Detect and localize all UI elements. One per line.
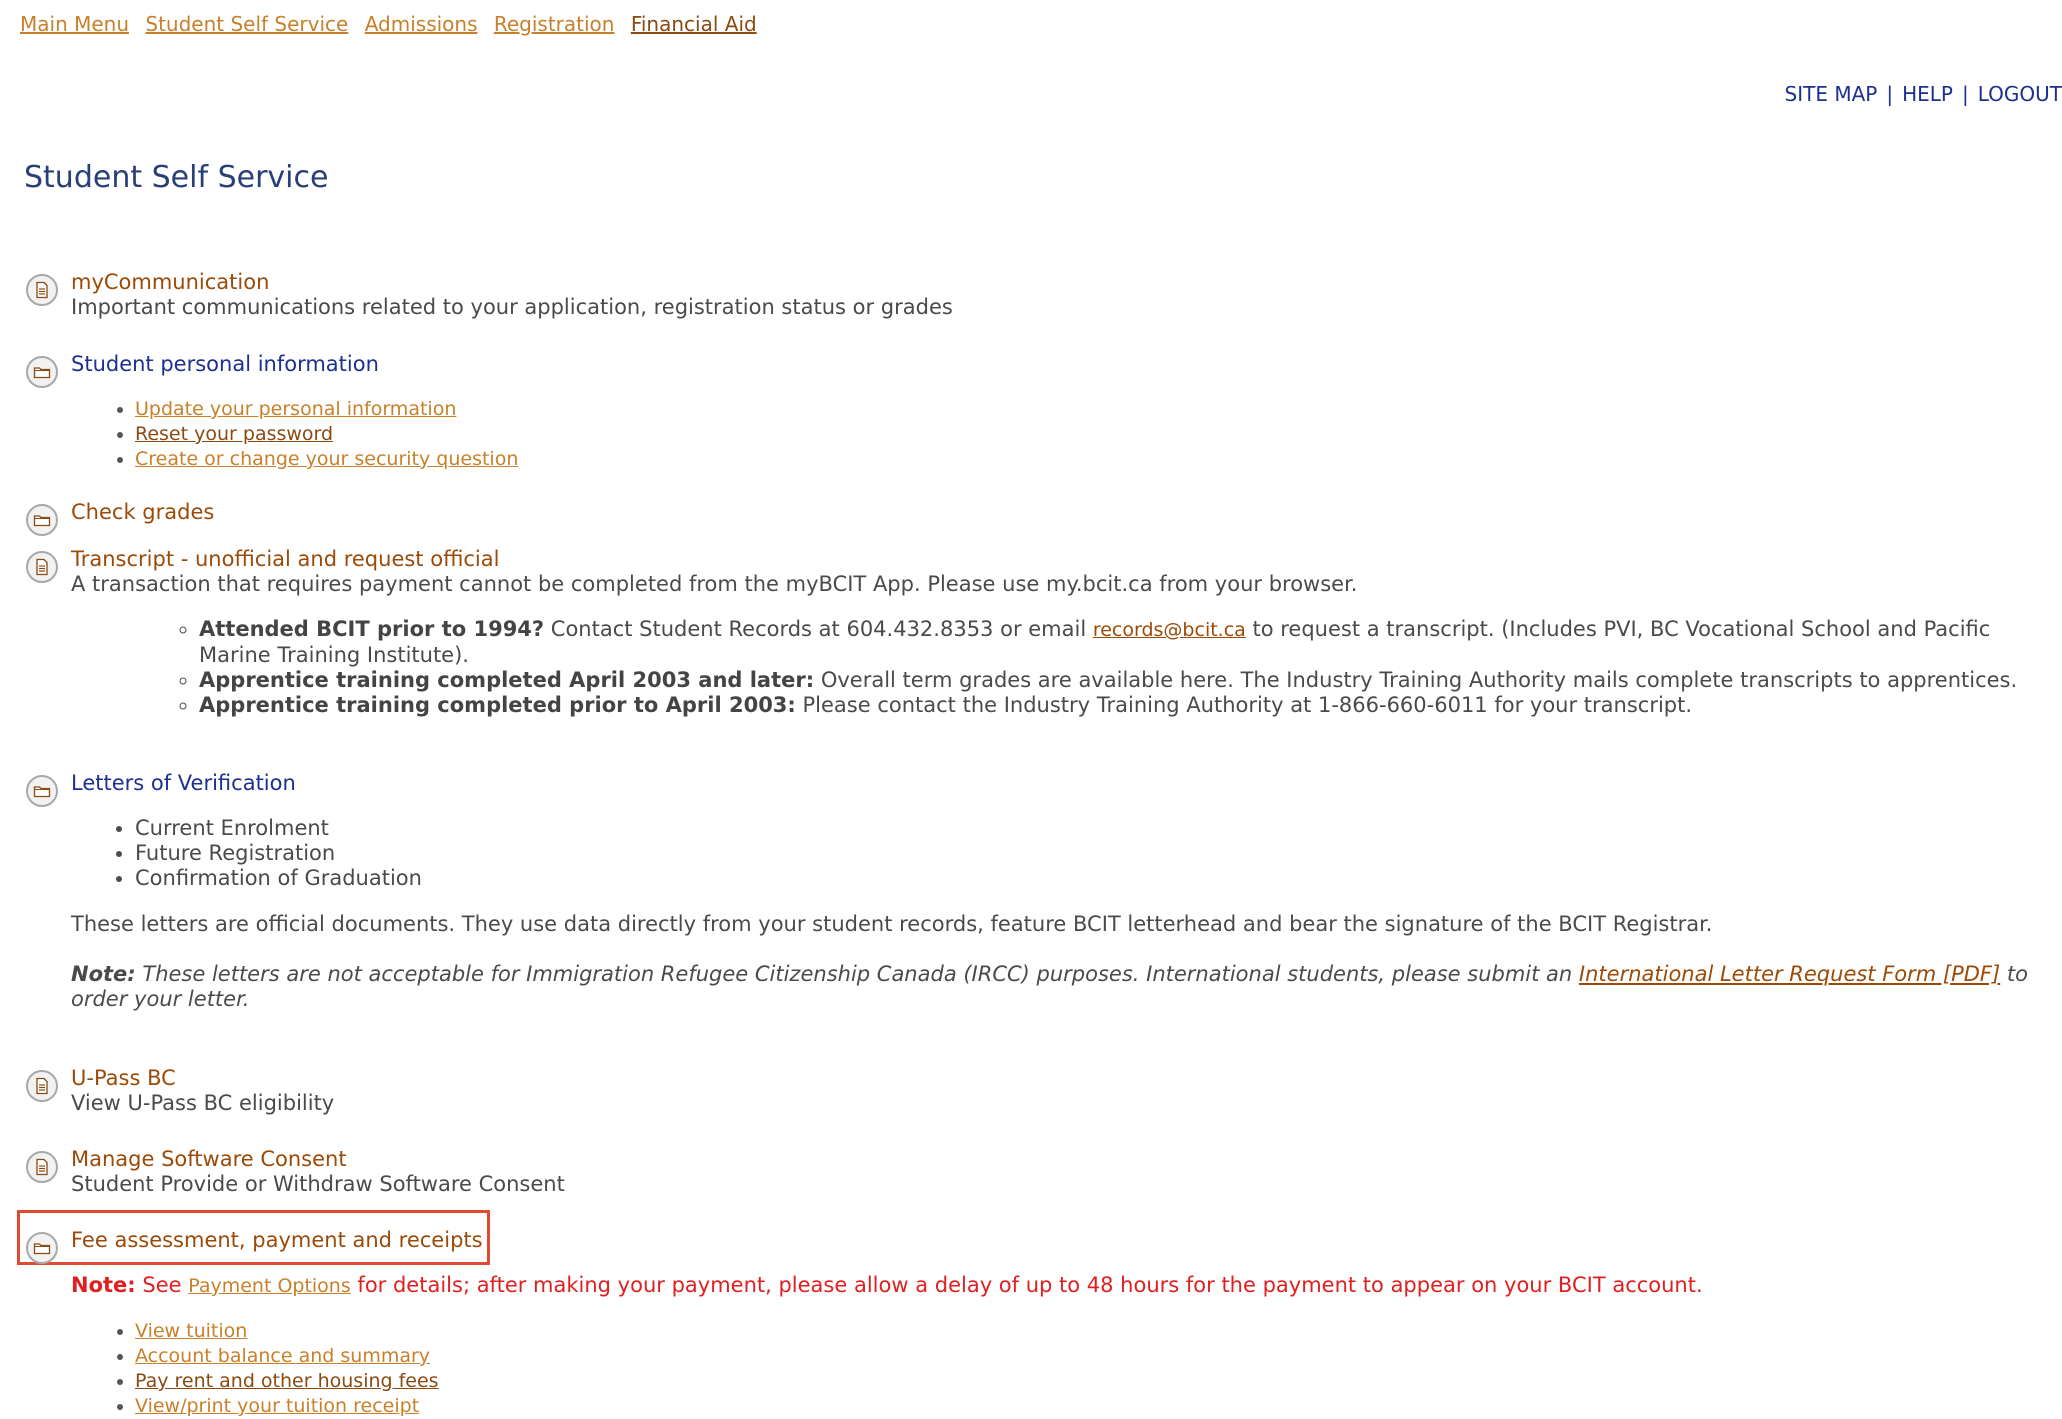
security-question-link[interactable]: Create or change your security question <box>135 448 519 470</box>
note-heading: Attended BCIT prior to 1994? <box>199 617 545 641</box>
document-icon <box>26 274 58 306</box>
note-label: Note: <box>71 962 136 986</box>
note-text: for details; after making your payment, please allow a delay of up to 48 hours for the payment to appear on your BCIT account. <box>350 1273 1703 1297</box>
folder-icon <box>26 504 58 536</box>
tuition-receipt-link[interactable]: View/print your tuition receipt <box>135 1395 420 1417</box>
list-item <box>135 447 2054 472</box>
site-map-link[interactable]: SITE MAP <box>1784 82 1878 106</box>
records-email-link[interactable]: records@bcit.ca <box>1092 619 1246 641</box>
software-consent-link[interactable]: Manage Software Consent <box>71 1147 347 1171</box>
nav-student-self-service[interactable]: Student Self Service <box>145 12 349 36</box>
pay-rent-link[interactable]: Pay rent and other housing fees <box>135 1370 439 1392</box>
document-icon <box>26 1151 58 1183</box>
check-grades-link[interactable]: Check grades <box>71 500 215 524</box>
separator: | <box>1886 82 1894 106</box>
update-personal-info-link[interactable]: Update your personal information <box>135 398 457 420</box>
separator: | <box>1961 82 1969 106</box>
letters-note <box>71 962 2054 1012</box>
mycommunication-description: Important communications related to your application, registration status or grades <box>71 295 953 319</box>
upass-link[interactable]: U-Pass BC <box>71 1066 176 1090</box>
folder-icon <box>26 356 58 388</box>
top-navigation <box>20 12 767 36</box>
account-balance-link[interactable]: Account balance and summary <box>135 1345 431 1367</box>
transcript-notes <box>71 617 2054 718</box>
page-title: Student Self Service <box>24 160 329 195</box>
payment-note <box>71 1273 2054 1299</box>
list-item <box>135 422 2054 447</box>
nav-registration[interactable]: Registration <box>493 12 615 36</box>
document-icon <box>26 1070 58 1102</box>
list-item <box>199 693 2054 718</box>
help-link[interactable]: HELP <box>1902 82 1953 106</box>
note-text: These letters are not acceptable for Immigration Refugee Citizenship Canada (IRCC) purposes. International students, please submit an <box>135 962 1579 986</box>
folder-icon <box>26 1232 58 1264</box>
letters-of-verification-link[interactable]: Letters of Verification <box>71 771 296 795</box>
nav-main-menu[interactable]: Main Menu <box>20 12 130 36</box>
note-text: Contact Student Records at 604.432.8353 or email <box>544 617 1093 641</box>
transcript-description: A transaction that requires payment cannot be completed from the myBCIT App. Please use my.bcit.ca from your browser. <box>71 572 1358 596</box>
note-text: See <box>135 1273 189 1297</box>
note-heading: Apprentice training completed April 2003 and later: <box>199 668 815 692</box>
utility-navigation <box>1785 82 2062 106</box>
logout-link[interactable]: LOGOUT <box>1977 82 2062 106</box>
view-tuition-link[interactable]: View tuition <box>135 1320 248 1342</box>
nav-financial-aid[interactable]: Financial Aid <box>630 12 757 36</box>
document-icon <box>26 551 58 583</box>
note-text: to request a transcript. (Includes PVI, BC Vocational School and Pacific Marine Training Institute). <box>199 617 1991 667</box>
personal-information-link[interactable]: Student personal information <box>71 352 379 376</box>
list-item <box>135 1369 2054 1394</box>
note-text: to order your letter. <box>71 962 2028 1011</box>
international-letter-form-link[interactable]: International Letter Request Form [PDF] <box>1578 962 2001 986</box>
list-item <box>199 668 2054 693</box>
fee-links <box>71 1319 2054 1419</box>
transcript-link[interactable]: Transcript - unofficial and request official <box>71 547 500 571</box>
list-item: • Future Registration <box>135 841 2054 866</box>
list-item <box>135 1319 2054 1344</box>
note-text: Please contact the Industry Training Authority at 1-866-660-6011 for your transcript. <box>795 693 1693 717</box>
nav-admissions[interactable]: Admissions <box>364 12 478 36</box>
upass-description: View U-Pass BC eligibility <box>71 1091 335 1115</box>
note-heading: Apprentice training completed prior to April 2003: <box>199 693 796 717</box>
note-label: Note: <box>71 1273 136 1297</box>
list-item <box>135 397 2054 422</box>
payment-options-link[interactable]: Payment Options <box>188 1275 351 1297</box>
note-text: Overall term grades are available here. The Industry Training Authority mails complete transcripts to apprentices. <box>814 668 2018 692</box>
reset-password-link[interactable]: Reset your password <box>135 423 334 445</box>
folder-icon <box>26 775 58 807</box>
list-item <box>199 617 2054 668</box>
list-item <box>135 1394 2054 1419</box>
list-item: • Current Enrolment <box>135 816 2054 841</box>
letters-description: These letters are official documents. They use data directly from your student records, feature BCIT letterhead and bear the signature of the BCIT Registrar. <box>71 912 1713 936</box>
fee-assessment-link[interactable]: Fee assessment, payment and receipts <box>71 1228 483 1252</box>
software-consent-description: Student Provide or Withdraw Software Consent <box>71 1172 565 1196</box>
letters-list <box>71 816 2054 891</box>
list-item: • Confirmation of Graduation <box>135 866 2054 891</box>
mycommunication-link[interactable]: myCommunication <box>71 270 270 294</box>
list-item <box>135 1344 2054 1369</box>
personal-information-links <box>71 397 2054 472</box>
